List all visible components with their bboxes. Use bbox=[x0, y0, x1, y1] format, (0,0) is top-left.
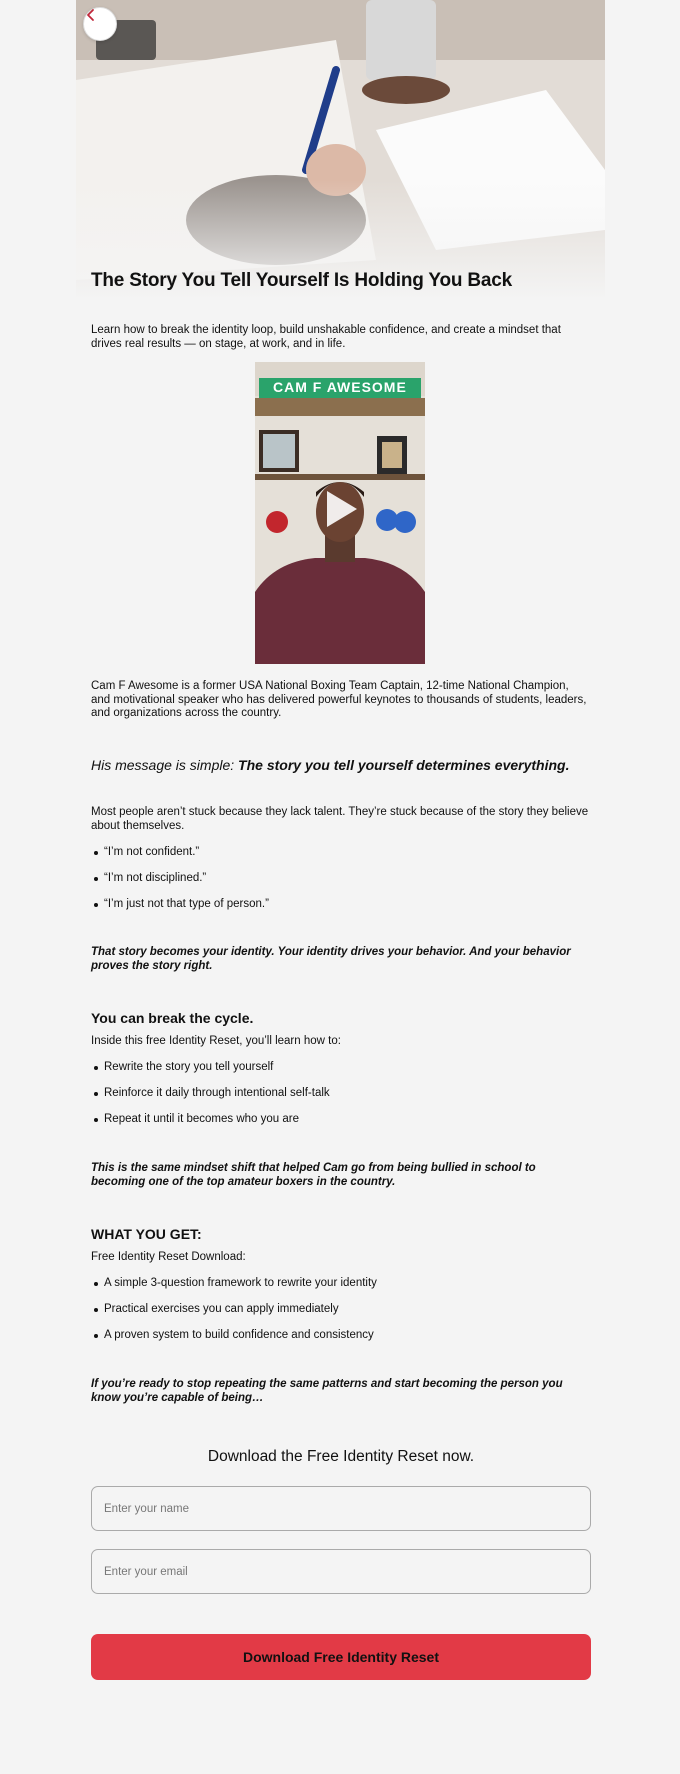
email-input[interactable] bbox=[91, 1549, 591, 1594]
stuck-text: Most people aren’t stuck because they lack talent. They’re stuck because of the story they believe about themselves. bbox=[91, 806, 589, 832]
cycle-list bbox=[91, 1061, 591, 1139]
list-item: A proven system to build confidence and consistency bbox=[91, 1329, 591, 1355]
message-line bbox=[91, 757, 591, 773]
list-item: Repeat it until it becomes who you are bbox=[91, 1113, 591, 1139]
hero-image bbox=[76, 0, 605, 300]
mindset-statement: This is the same mindset shift that helped Cam go from being bullied in school to becoming one of the top amateur boxers in the country. bbox=[91, 1162, 536, 1188]
message-prefix: His message is simple: bbox=[91, 757, 239, 773]
hero-photo bbox=[76, 0, 605, 300]
what-you-get-heading: WHAT YOU GET: bbox=[91, 1226, 202, 1242]
quote-list bbox=[91, 846, 591, 924]
landing-page bbox=[76, 0, 605, 1774]
chevron-left-icon bbox=[84, 8, 98, 22]
cycle-lead: Inside this free Identity Reset, you’ll learn how to: bbox=[91, 1035, 341, 1047]
download-button[interactable]: Download Free Identity Reset bbox=[91, 1634, 591, 1680]
story-statement: That story becomes your identity. Your identity drives your behavior. And your behavior proves the story right. bbox=[91, 946, 571, 972]
ready-statement: If you’re ready to stop repeating the same patterns and start becoming the person you know you’re capable of being… bbox=[91, 1378, 563, 1404]
list-item: Rewrite the story you tell yourself bbox=[91, 1061, 591, 1087]
back-button[interactable] bbox=[83, 7, 117, 41]
what-you-get-lead: Free Identity Reset Download: bbox=[91, 1251, 246, 1263]
intro-text: Learn how to break the identity loop, build unshakable confidence, and create a mindset that drives real results — on stage, at work, and in life. bbox=[91, 324, 561, 350]
what-you-get-list bbox=[91, 1277, 591, 1355]
list-item: “I’m not confident.” bbox=[91, 846, 591, 872]
list-item: A simple 3-question framework to rewrite your identity bbox=[91, 1277, 591, 1303]
video-player[interactable] bbox=[255, 362, 425, 664]
video-sign-text: CAM F AWESOME bbox=[273, 379, 407, 395]
cycle-heading: You can break the cycle. bbox=[91, 1010, 254, 1026]
list-item: “I’m not disciplined.” bbox=[91, 872, 591, 898]
form-heading: Download the Free Identity Reset now. bbox=[207, 1448, 475, 1465]
list-item: Reinforce it daily through intentional self-talk bbox=[91, 1087, 591, 1113]
list-item: “I’m just not that type of person.” bbox=[91, 898, 591, 924]
bio-text: Cam F Awesome is a former USA National Boxing Team Captain, 12-time National Champion, and motivational speaker who has delivered powerful keynotes to thousands of students, leaders, and organizations across the country. bbox=[91, 680, 587, 719]
name-input[interactable] bbox=[91, 1486, 591, 1531]
page-title: The Story You Tell Yourself Is Holding You Back bbox=[91, 270, 512, 291]
message-emphasis: The story you tell yourself determines everything. bbox=[238, 757, 570, 773]
list-item: Practical exercises you can apply immediately bbox=[91, 1303, 591, 1329]
play-icon[interactable] bbox=[323, 489, 359, 529]
